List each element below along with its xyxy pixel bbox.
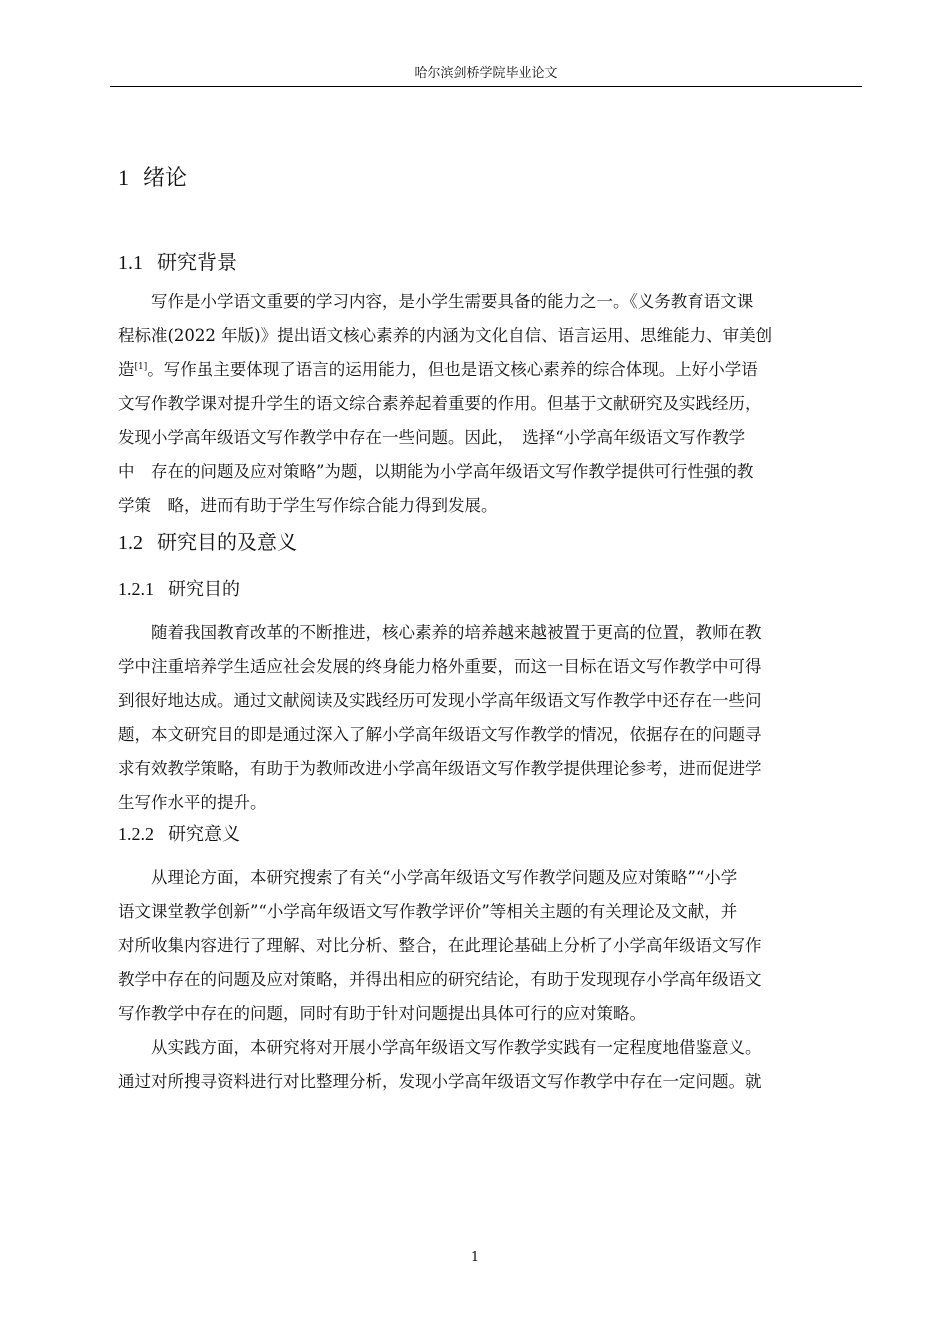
text-line: 求有效教学策略，有助于为教师改进小学高年级语文写作教学提供理论参考，进而促进学 [118, 759, 762, 778]
text-line: 造[1]。写作虽主要体现了语言的运用能力，但也是语文核心素养的综合体现。上好小学语 [118, 360, 758, 379]
text-line: 发现小学高年级语文写作教学中存在一些问题。因此， 选择“小学高年级语文写作教学 [118, 428, 746, 447]
text-line: 学中注重培养学生适应社会发展的终身能力格外重要，而这一目标在语文写作教学中可得 [118, 657, 762, 676]
subsection-title: 研究意义 [168, 824, 240, 845]
text-line: 学策 略，进而有助于学生写作综合能力得到发展。 [118, 496, 498, 515]
section-title: 研究背景 [157, 250, 237, 274]
subsection-number: 1.2.1 [118, 579, 154, 599]
text-line: 语文课堂教学创新”“小学高年级语文写作教学评价”等相关主题的有关理论及文献，并 [118, 902, 738, 921]
text-line: 文写作教学课对提升学生的语文综合素养起着重要的作用。但基于文献研究及实践经历， [118, 394, 762, 413]
text-line: 写作是小学语文重要的学习内容，是小学生需要具备的能力之一。《义务教育语文课 [151, 292, 754, 311]
page-number: 1 [470, 1250, 480, 1265]
subsection-number: 1.2.2 [118, 824, 154, 844]
section-title: 研究目的及意义 [157, 530, 297, 554]
text-line: 对所收集内容进行了理解、对比分析、整合，在此理论基础上分析了小学高年级语文写作 [118, 936, 762, 955]
text-line: 写作教学中存在的问题，同时有助于针对问题提出具体可行的应对策略。 [118, 1004, 646, 1023]
text-line: 随着我国教育改革的不断推进，核心素养的培养越来越被置于更高的位置，教师在教 [151, 623, 762, 642]
section-heading-1-2 [118, 528, 297, 557]
text-line: 教学中存在的问题及应对策略，并得出相应的研究结论，有助于发现现存小学高年级语文 [118, 970, 762, 989]
text-line: 程标准(2022 年版)》提出语文核心素养的内涵为文化自信、语言运用、思维能力、审美创 [118, 326, 773, 345]
subsection-heading-1-2-1 [118, 576, 240, 603]
text-line: 通过对所搜寻资料进行对比整理分析，发现小学高年级语文写作教学中存在一定问题。就 [118, 1072, 762, 1091]
text-line: 从实践方面，本研究将对开展小学高年级语文写作教学实践有一定程度地借鉴意义。 [151, 1038, 762, 1057]
text-line: 中 存在的问题及应对策略”为题，以期能为小学高年级语文写作教学提供可行性强的教 [118, 462, 754, 481]
text-line: 到很好地达成。通过文献阅读及实践经历可发现小学高年级语文写作教学中还存在一些问 [118, 691, 762, 710]
paragraph-background [118, 285, 862, 523]
section-number: 1.1 [118, 252, 143, 274]
text-line: 题，本文研究目的即是通过深入了解小学高年级语文写作教学的情况，依据存在的问题寻 [118, 725, 762, 744]
citation-ref: [1] [134, 362, 148, 372]
paragraph-significance-theory [118, 861, 862, 1031]
header-title: 哈尔滨剑桥学院毕业论文 [414, 66, 558, 81]
chapter-number: 1 [118, 165, 129, 190]
chapter-heading [118, 163, 187, 194]
section-heading-1-1 [118, 248, 237, 277]
paragraph-purpose [118, 616, 862, 820]
subsection-title: 研究目的 [168, 579, 240, 600]
text-line: 从理论方面，本研究搜索了有关“小学高年级语文写作教学问题及应对策略”“小学 [151, 868, 738, 887]
section-number: 1.2 [118, 532, 143, 554]
subsection-heading-1-2-2 [118, 821, 240, 848]
paragraph-significance-practice [118, 1031, 862, 1099]
text-line: 生写作水平的提升。 [118, 793, 267, 812]
page-header [110, 64, 862, 87]
chapter-title: 绪论 [143, 166, 188, 191]
